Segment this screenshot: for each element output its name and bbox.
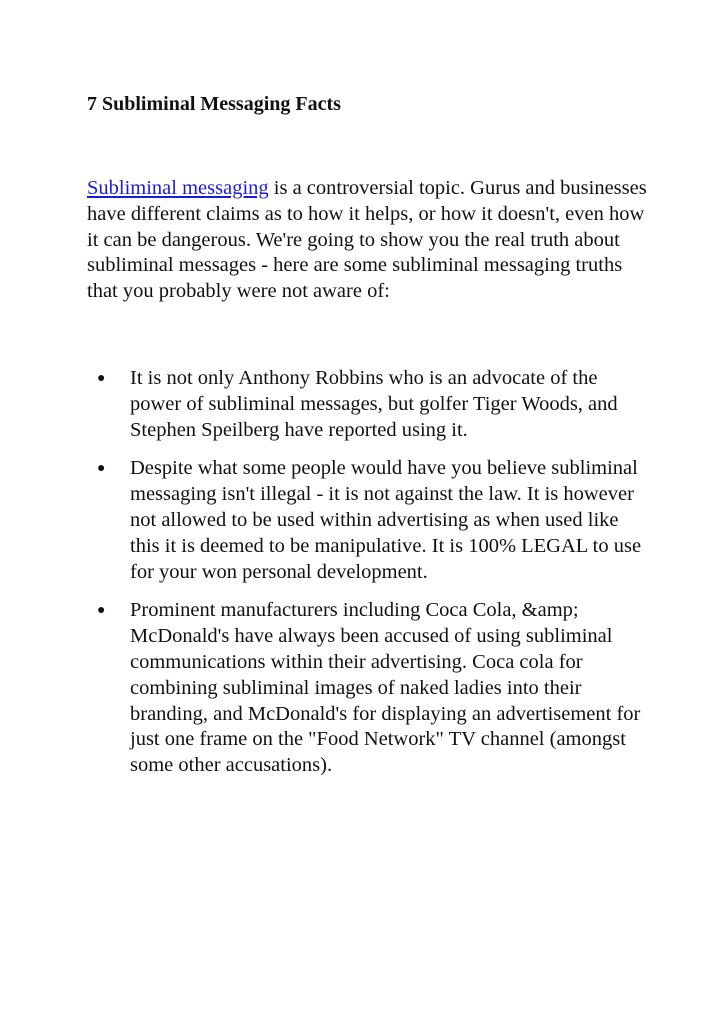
fact-item-3 (87, 598, 652, 779)
page-title: 7 Subliminal Messaging Facts (87, 93, 341, 115)
bullet-icon: ● (97, 461, 106, 477)
fact-item-1 (87, 366, 652, 443)
facts-list (87, 366, 652, 792)
fact-item-2 (87, 456, 652, 585)
fact-text: Prominent manufacturers including Coca Cola, &amp; McDonald's have always been accused of using subliminal communications within their advertising. Coca cola for combining subliminal images of naked ladies into their branding, and McDonald's for displaying an advertisement for just one frame on the "Food Network" TV channel (amongst some other accusations). (130, 599, 641, 777)
bullet-icon: ● (97, 371, 106, 386)
fact-text: Despite what some people would have you believe subliminal messaging isn't illegal - it is not against the law. It is however not allowed to be used within advertising as when used like this it is deemed to be manipulative. It is 100% LEGAL to use for your won personal development. (130, 457, 642, 583)
intro-text: is a controversial topic. Gurus and businesses have different claims as to how it helps, or how it doesn't, even how it can be dangerous. We're going to show you the real truth about subliminal messages - here are some subliminal messaging truths that you probably were not aware of: (87, 177, 647, 303)
bullet-icon: ● (97, 603, 106, 619)
fact-text: It is not only Anthony Robbins who is an advocate of the power of subliminal messages, but golfer Tiger Woods, and Stephen Speilberg have reported using it. (130, 367, 618, 441)
subliminal-messaging-link[interactable]: Subliminal messaging (87, 177, 269, 199)
intro-paragraph (87, 176, 652, 305)
